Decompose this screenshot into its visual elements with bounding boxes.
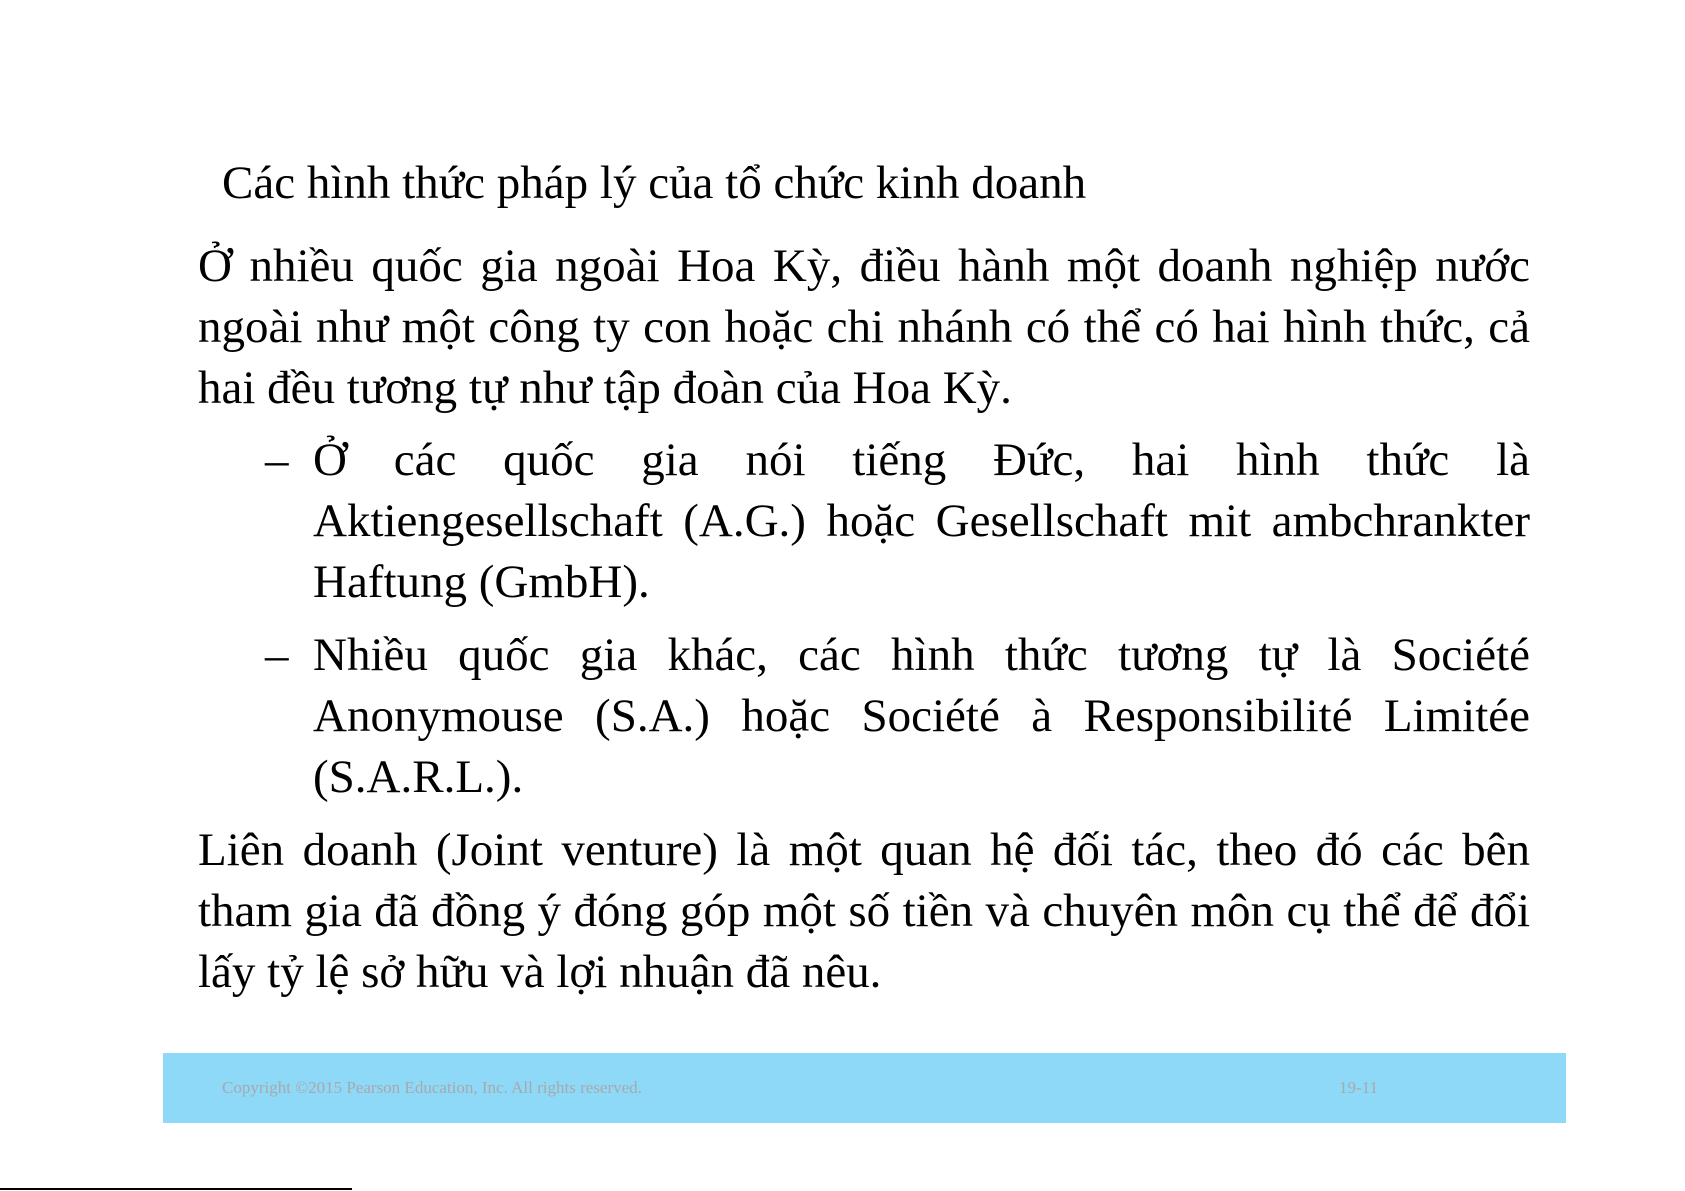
paragraph-intro: Ở nhiều quốc gia ngoài Hoa Kỳ, điều hành một doanh nghiệp nước ngoài như một công ty con hoặc chi nhánh có thể có hai hình thức, cả hai đều tương tự như tập đoàn của Hoa Kỳ. bbox=[198, 240, 1530, 414]
bullet-other-forms: Nhiều quốc gia khác, các hình thức tương tự là Société Anonymouse (S.A.) hoặc Société à Responsibilité Limitée (S.A.R.L.). bbox=[313, 629, 1530, 803]
bullet-marker: – bbox=[265, 629, 289, 681]
bottom-divider bbox=[0, 1188, 352, 1190]
bullet-german-forms: Ở các quốc gia nói tiếng Đức, hai hình thức là Aktiengesellschaft (A.G.) hoặc Gesellschaft mit ambchrankter Haftung (GmbH). bbox=[313, 434, 1530, 608]
paragraph-joint-venture: Liên doanh (Joint venture) là một quan hệ đối tác, theo đó các bên tham gia đã đồng ý đóng góp một số tiền và chuyên môn cụ thể để đổi lấy tỷ lệ sở hữu và lợi nhuận đã nêu. bbox=[198, 824, 1530, 998]
slide-title: Các hình thức pháp lý của tổ chức kinh doanh bbox=[222, 157, 1087, 209]
footer-copyright: Copyright ©2015 Pearson Education, Inc. All rights reserved. bbox=[222, 1078, 642, 1097]
bullet-marker: – bbox=[265, 434, 289, 486]
slide-page-number: 19-11 bbox=[1339, 1078, 1379, 1097]
footer-bar bbox=[163, 1053, 1566, 1123]
